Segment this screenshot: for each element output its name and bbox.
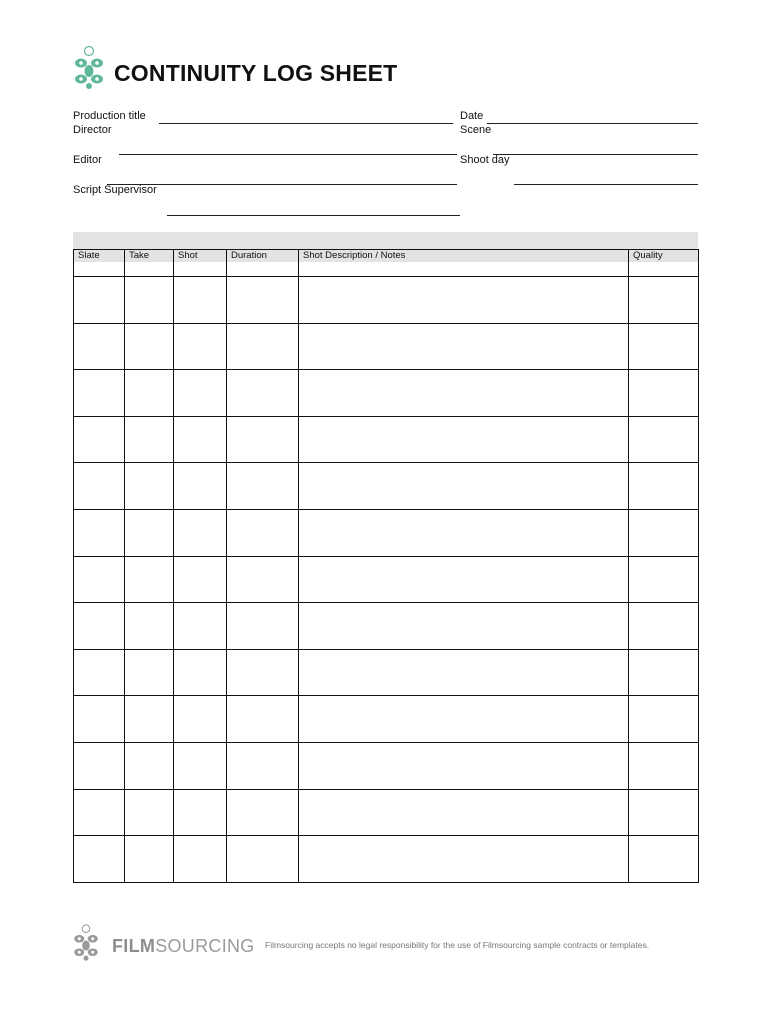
cell-duration[interactable] [227,509,299,556]
cell-quality[interactable] [629,277,699,324]
cell-take[interactable] [125,323,174,370]
cell-slate[interactable] [74,649,125,696]
cell-take[interactable] [125,509,174,556]
cell-duration[interactable] [227,696,299,743]
cell-duration[interactable] [227,370,299,417]
date-label: Date [460,110,484,122]
cell-slate[interactable] [74,463,125,510]
table-row [74,323,699,370]
cell-shot[interactable] [174,416,227,463]
cell-duration[interactable] [227,836,299,883]
cell-duration[interactable] [227,649,299,696]
cell-quality[interactable] [629,509,699,556]
column-header-duration: Duration [227,250,299,277]
cell-slate[interactable] [74,416,125,463]
cell-duration[interactable] [227,556,299,603]
cell-shot[interactable] [174,649,227,696]
table-header-row [74,250,699,277]
filmsourcing-logo-icon [70,45,108,91]
cell-take[interactable] [125,742,174,789]
footer-brand-light: SOURCING [155,936,255,956]
cell-shot[interactable] [174,370,227,417]
cell-slate[interactable] [74,509,125,556]
cell-slate[interactable] [74,836,125,883]
table-body [74,277,699,883]
shoot-day-line[interactable] [514,184,698,185]
table-row [74,696,699,743]
column-header-slate: Slate [74,250,125,277]
table-row [74,742,699,789]
column-header-take: Take [125,250,174,277]
cell-take[interactable] [125,649,174,696]
cell-slate[interactable] [74,277,125,324]
filmsourcing-footer-logo-icon [70,922,102,964]
cell-duration[interactable] [227,416,299,463]
cell-quality[interactable] [629,742,699,789]
cell-shot[interactable] [174,603,227,650]
cell-shot-description[interactable] [299,789,629,836]
cell-quality[interactable] [629,696,699,743]
footer-disclaimer: Filmsourcing accepts no legal responsibility for the use of Filmsourcing sample contracts or templates. [265,940,650,950]
table-row [74,416,699,463]
cell-shot[interactable] [174,323,227,370]
scene-label: Scene [460,124,492,136]
cell-slate[interactable] [74,742,125,789]
cell-quality[interactable] [629,556,699,603]
cell-take[interactable] [125,416,174,463]
cell-duration[interactable] [227,277,299,324]
cell-shot[interactable] [174,836,227,883]
cell-shot[interactable] [174,696,227,743]
script-supervisor-line[interactable] [167,215,460,216]
cell-take[interactable] [125,603,174,650]
cell-quality[interactable] [629,836,699,883]
cell-take[interactable] [125,277,174,324]
cell-duration[interactable] [227,742,299,789]
footer-brand [112,936,255,957]
footer-brand-bold: FILM [112,936,156,956]
cell-duration[interactable] [227,463,299,510]
cell-quality[interactable] [629,649,699,696]
cell-slate[interactable] [74,556,125,603]
cell-duration[interactable] [227,603,299,650]
cell-shot-description[interactable] [299,836,629,883]
cell-shot-description[interactable] [299,323,629,370]
cell-quality[interactable] [629,463,699,510]
script-supervisor-label: Script Supervisor [73,184,157,196]
table-row [74,789,699,836]
editor-label: Editor [73,154,102,166]
cell-shot[interactable] [174,556,227,603]
cell-slate[interactable] [74,603,125,650]
cell-shot-description[interactable] [299,556,629,603]
director-label: Director [73,124,112,136]
date-line[interactable] [487,123,698,124]
shoot-day-label: Shoot day [460,154,510,166]
cell-shot-description[interactable] [299,649,629,696]
cell-shot[interactable] [174,277,227,324]
table-row [74,277,699,324]
production-title-line[interactable] [159,123,453,124]
cell-slate[interactable] [74,370,125,417]
production-title-label: Production title [73,110,146,122]
cell-slate[interactable] [74,696,125,743]
cell-shot[interactable] [174,509,227,556]
cell-duration[interactable] [227,323,299,370]
cell-quality[interactable] [629,323,699,370]
editor-line[interactable] [107,184,457,185]
cell-shot-description[interactable] [299,277,629,324]
table-row [74,370,699,417]
table-row [74,603,699,650]
cell-shot-description[interactable] [299,370,629,417]
scene-line[interactable] [493,154,698,155]
cell-shot[interactable] [174,463,227,510]
cell-slate[interactable] [74,789,125,836]
cell-shot-description[interactable] [299,742,629,789]
column-header-quality: Quality [629,250,699,277]
director-line[interactable] [119,154,457,155]
cell-take[interactable] [125,836,174,883]
table-top-band [73,232,698,249]
table-row [74,463,699,510]
cell-shot-description[interactable] [299,696,629,743]
cell-quality[interactable] [629,603,699,650]
cell-shot-description[interactable] [299,416,629,463]
cell-shot-description[interactable] [299,603,629,650]
table-row [74,509,699,556]
column-header-shot: Shot [174,250,227,277]
table-row [74,649,699,696]
cell-shot-description[interactable] [299,463,629,510]
cell-quality[interactable] [629,370,699,417]
cell-take[interactable] [125,789,174,836]
cell-shot[interactable] [174,742,227,789]
cell-quality[interactable] [629,789,699,836]
cell-take[interactable] [125,463,174,510]
table-row [74,556,699,603]
column-header-shot-description: Shot Description / Notes [299,250,629,277]
cell-take[interactable] [125,556,174,603]
cell-duration[interactable] [227,789,299,836]
table-row [74,836,699,883]
cell-shot[interactable] [174,789,227,836]
continuity-log-table [73,249,699,883]
cell-slate[interactable] [74,323,125,370]
cell-quality[interactable] [629,416,699,463]
cell-shot-description[interactable] [299,509,629,556]
cell-take[interactable] [125,370,174,417]
page-title: CONTINUITY LOG SHEET [114,60,398,86]
cell-take[interactable] [125,696,174,743]
